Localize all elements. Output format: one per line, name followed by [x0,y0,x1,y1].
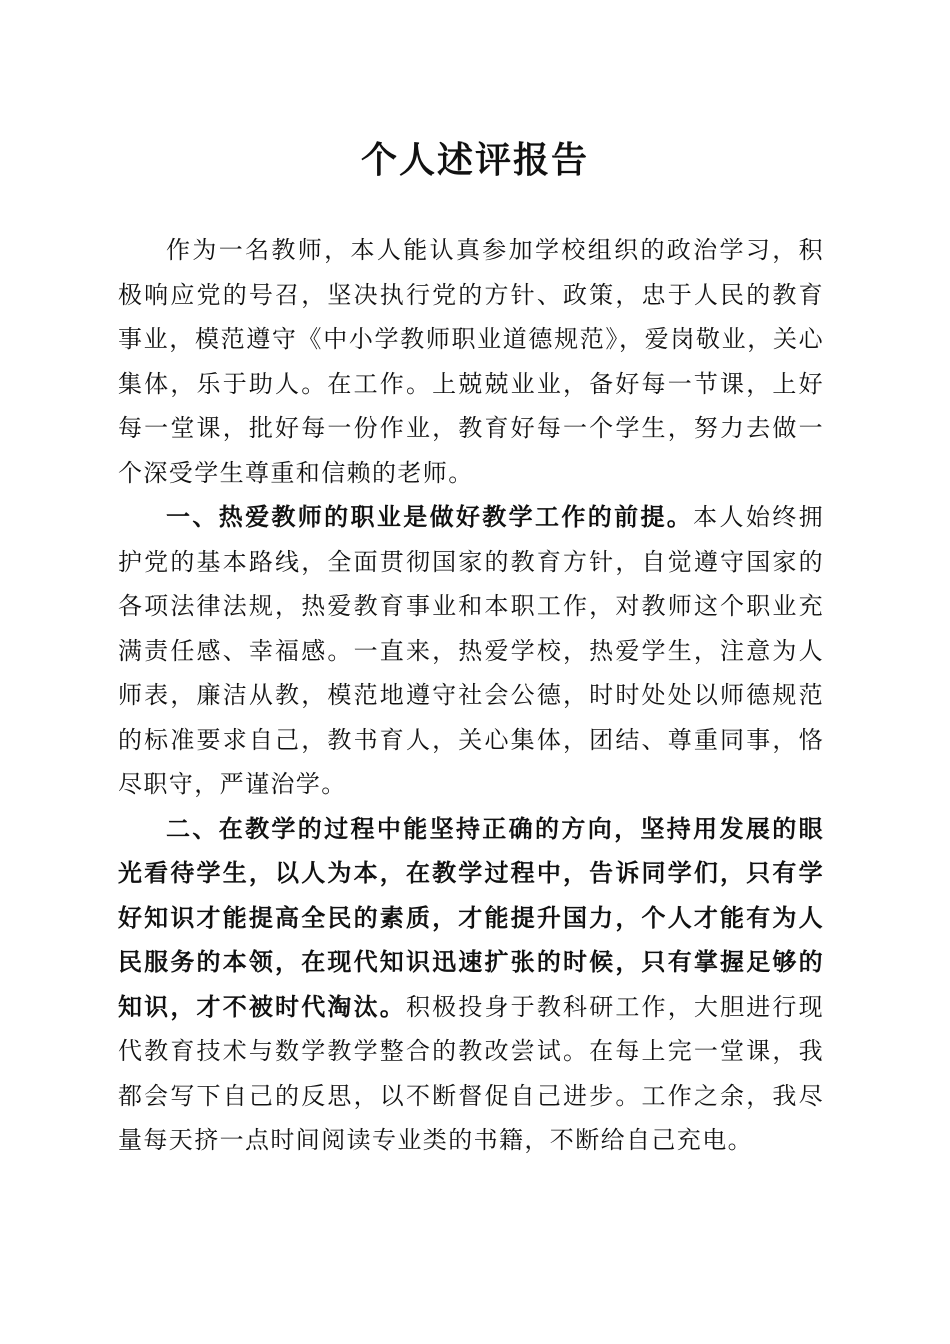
paragraph-section-two [118,807,824,1163]
paragraph-intro [118,228,824,495]
section-two-heading: 二、在教学的过程中能坚持正确的方向，坚持用发展的眼光看待学生，以人为本，在教学过程中，告诉同学们，只有学好知识才能提高全民的素质，才能提升国力，个人才能有为人民服务的本领，在现代知识迅速扩张的时候，只有掌握足够的知识，才不被时代淘汰。 [118,814,824,1021]
document-title: 个人述评报告 [360,139,589,181]
section-one-heading: 一、热爱教师的职业是做好教学工作的前提。 [166,503,694,531]
document-body [118,228,824,1163]
paragraph-section-one [118,495,824,807]
section-two-text: 积极投身于教科研工作，大胆进行现代教育技术与数学教学整合的教改尝试。在每上完一堂课，我都会写下自己的反思，以不断督促自己进步。工作之余，我尽量每天挤一点时间阅读专业类的书籍，不断给自己充电。 [118,992,824,1154]
section-one-text: 本人始终拥护党的基本路线，全面贯彻国家的教育方针，自觉遵守国家的各项法律法规，热爱教育事业和本职工作，对教师这个职业充满责任感、幸福感。一直来，热爱学校，热爱学生，注意为人师表，廉洁从教，模范地遵守社会公德，时时处处以师德规范的标准要求自己，教书育人，关心集体，团结、尊重同事，恪尽职守，严谨治学。 [118,503,825,798]
paragraph-intro-text: 作为一名教师，本人能认真参加学校组织的政治学习，积极响应党的号召，坚决执行党的方针、政策，忠于人民的教育事业，模范遵守《中小学教师职业道德规范》，爱岗敬业，关心集体，乐于助人。在工作。上兢兢业业，备好每一节课，上好每一堂课，批好每一份作业，教育好每一个学生，努力去做一个深受学生尊重和信赖的老师。 [118,236,824,487]
